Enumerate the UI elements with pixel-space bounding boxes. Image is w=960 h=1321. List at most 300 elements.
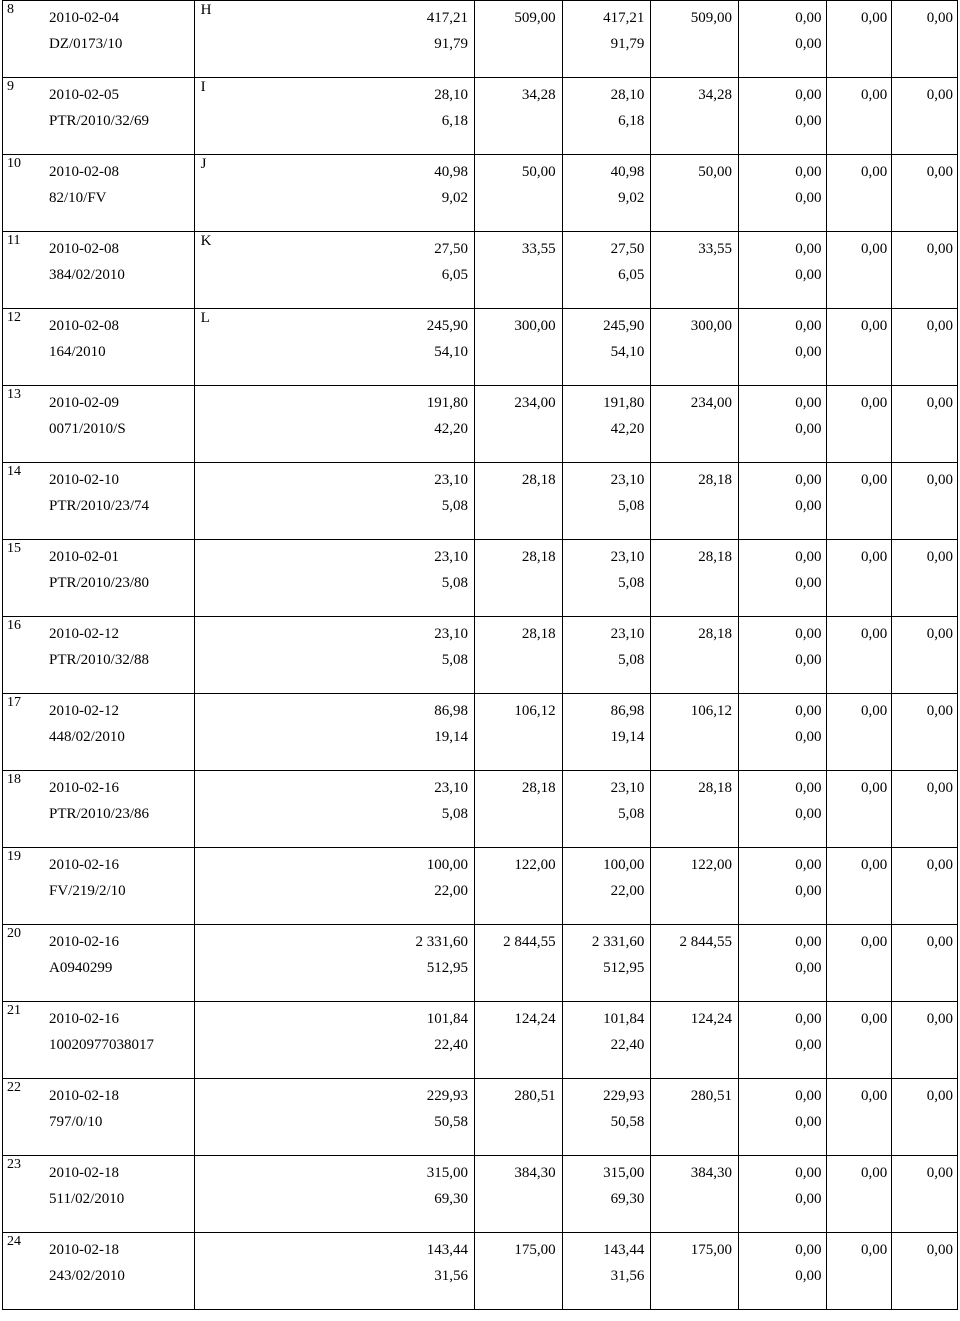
zero-cell-b	[826, 232, 892, 309]
entry-date: 2010-02-12	[49, 626, 119, 642]
zero-value-b: 0,00	[861, 703, 888, 719]
zero-cell-b	[826, 463, 892, 540]
gross-amount: 28,18	[521, 549, 556, 565]
net-amount: 23,10	[434, 626, 469, 642]
zero-cell-a	[738, 1156, 826, 1233]
deductible-vat: 69,30	[610, 1191, 645, 1207]
entry-cell	[3, 1079, 195, 1156]
entry-cell	[3, 463, 195, 540]
deductible-cell	[562, 1, 651, 78]
zero-cell-a	[738, 309, 826, 386]
deductible-net: 417,21	[603, 10, 645, 26]
deductible-cell	[562, 694, 651, 771]
document-number: 164/2010	[49, 344, 106, 360]
gross-amount: 34,28	[521, 87, 556, 103]
zero-value-a1: 0,00	[795, 626, 822, 642]
entry-date: 2010-02-12	[49, 703, 119, 719]
zero-value-b: 0,00	[861, 472, 888, 488]
group-cell	[194, 771, 474, 848]
document-number: PTR/2010/23/86	[49, 806, 150, 822]
zero-cell-b	[826, 1079, 892, 1156]
zero-value-a1: 0,00	[795, 934, 822, 950]
entry-number: 23	[7, 1157, 21, 1172]
zero-cell-b	[826, 155, 892, 232]
deductible-vat: 6,18	[618, 113, 645, 129]
zero-cell-a	[738, 232, 826, 309]
vat-amount: 512,95	[426, 960, 469, 976]
group-letter: H	[200, 2, 212, 18]
zero-value-a1: 0,00	[795, 857, 822, 873]
gross-amount: 124,24	[514, 1011, 556, 1027]
deductible-gross: 234,00	[690, 395, 732, 411]
document-number: PTR/2010/32/88	[49, 652, 150, 668]
zero-value-b: 0,00	[861, 1165, 888, 1181]
zero-cell-c	[892, 694, 958, 771]
zero-cell-b	[826, 1002, 892, 1079]
vat-amount: 91,79	[434, 36, 469, 52]
document-number: 797/0/10	[49, 1114, 103, 1130]
zero-value-b: 0,00	[861, 395, 888, 411]
gross-amount: 300,00	[514, 318, 556, 334]
net-amount: 143,44	[426, 1242, 469, 1258]
deductible-gross: 106,12	[690, 703, 732, 719]
zero-cell-b	[826, 771, 892, 848]
gross-cell	[475, 309, 563, 386]
gross-amount: 175,00	[514, 1242, 556, 1258]
entry-number: 14	[7, 464, 21, 479]
gross-cell	[475, 540, 563, 617]
deductible-gross: 300,00	[690, 318, 732, 334]
table-row	[3, 1002, 958, 1079]
gross-amount: 280,51	[514, 1088, 556, 1104]
entry-number: 12	[7, 310, 21, 325]
deductible-net: 315,00	[603, 1165, 645, 1181]
entry-number: 24	[7, 1234, 21, 1249]
group-letter: L	[200, 310, 210, 326]
entry-date: 2010-02-08	[49, 318, 119, 334]
zero-cell-a	[738, 617, 826, 694]
deductible-net: 191,80	[603, 395, 645, 411]
zero-cell-c	[892, 1, 958, 78]
zero-cell-c	[892, 309, 958, 386]
entry-date: 2010-02-18	[49, 1088, 119, 1104]
document-number: 243/02/2010	[49, 1268, 125, 1284]
deductible-gross: 28,18	[698, 626, 732, 642]
document-number: A0940299	[49, 960, 113, 976]
gross-amount: 106,12	[514, 703, 556, 719]
zero-cell-b	[826, 540, 892, 617]
zero-value-a1: 0,00	[795, 318, 822, 334]
zero-cell-a	[738, 1002, 826, 1079]
table-row	[3, 463, 958, 540]
zero-value-c: 0,00	[926, 857, 953, 873]
table-row	[3, 771, 958, 848]
deductible-net: 23,10	[610, 472, 645, 488]
table-row	[3, 540, 958, 617]
zero-value-c: 0,00	[926, 626, 953, 642]
net-amount: 28,10	[434, 87, 469, 103]
zero-value-b: 0,00	[861, 164, 888, 180]
entry-cell	[3, 1156, 195, 1233]
deductible-cell	[562, 771, 651, 848]
entry-number: 16	[7, 618, 21, 633]
group-letter: J	[200, 156, 207, 172]
zero-cell-c	[892, 155, 958, 232]
deductible-net: 40,98	[610, 164, 645, 180]
deductible-vat: 5,08	[618, 498, 645, 514]
net-amount: 23,10	[434, 780, 469, 796]
document-number: 384/02/2010	[49, 267, 125, 283]
deductible-gross-cell	[651, 771, 739, 848]
net-amount: 86,98	[434, 703, 469, 719]
zero-cell-a	[738, 78, 826, 155]
deductible-vat: 5,08	[618, 575, 645, 591]
zero-value-b: 0,00	[861, 87, 888, 103]
group-cell	[194, 1002, 474, 1079]
deductible-net: 100,00	[603, 857, 645, 873]
zero-value-a2: 0,00	[795, 1191, 822, 1207]
gross-cell	[475, 771, 563, 848]
vat-amount: 22,00	[434, 883, 469, 899]
net-amount: 191,80	[426, 395, 469, 411]
gross-cell	[475, 1233, 563, 1310]
zero-value-a2: 0,00	[795, 1114, 822, 1130]
zero-value-b: 0,00	[861, 1011, 888, 1027]
gross-cell	[475, 1156, 563, 1233]
vat-amount: 19,14	[434, 729, 469, 745]
net-amount: 2 331,60	[415, 934, 469, 950]
zero-value-b: 0,00	[861, 626, 888, 642]
entry-number: 17	[7, 695, 21, 710]
zero-value-b: 0,00	[861, 857, 888, 873]
entry-cell	[3, 309, 195, 386]
zero-value-a1: 0,00	[795, 1088, 822, 1104]
deductible-gross: 280,51	[690, 1088, 732, 1104]
deductible-gross: 33,55	[698, 241, 732, 257]
deductible-cell	[562, 617, 651, 694]
document-number: PTR/2010/23/80	[49, 575, 150, 591]
table-row	[3, 78, 958, 155]
gross-amount: 33,55	[521, 241, 556, 257]
vat-amount: 42,20	[434, 421, 469, 437]
zero-cell-c	[892, 771, 958, 848]
deductible-gross: 175,00	[690, 1242, 732, 1258]
table-row	[3, 925, 958, 1002]
zero-value-a1: 0,00	[795, 164, 822, 180]
vat-amount: 5,08	[441, 806, 469, 822]
gross-cell	[475, 155, 563, 232]
zero-value-a1: 0,00	[795, 395, 822, 411]
group-cell	[194, 694, 474, 771]
zero-cell-c	[892, 386, 958, 463]
document-number: 448/02/2010	[49, 729, 125, 745]
zero-value-b: 0,00	[861, 780, 888, 796]
zero-value-c: 0,00	[926, 934, 953, 950]
zero-value-a2: 0,00	[795, 267, 822, 283]
table-row	[3, 1156, 958, 1233]
zero-value-a2: 0,00	[795, 806, 822, 822]
zero-cell-b	[826, 309, 892, 386]
zero-value-a1: 0,00	[795, 780, 822, 796]
deductible-net: 229,93	[603, 1088, 645, 1104]
table-row	[3, 694, 958, 771]
zero-cell-a	[738, 540, 826, 617]
deductible-vat: 22,00	[610, 883, 645, 899]
gross-cell	[475, 848, 563, 925]
zero-value-b: 0,00	[861, 1088, 888, 1104]
zero-value-c: 0,00	[926, 10, 953, 26]
document-number: 82/10/FV	[49, 190, 107, 206]
deductible-gross-cell	[651, 848, 739, 925]
zero-value-a2: 0,00	[795, 729, 822, 745]
zero-value-a1: 0,00	[795, 472, 822, 488]
zero-cell-b	[826, 78, 892, 155]
entry-date: 2010-02-18	[49, 1242, 119, 1258]
zero-cell-a	[738, 1079, 826, 1156]
zero-value-c: 0,00	[926, 472, 953, 488]
gross-cell	[475, 463, 563, 540]
group-cell	[194, 925, 474, 1002]
zero-value-a1: 0,00	[795, 87, 822, 103]
group-cell	[194, 848, 474, 925]
zero-cell-c	[892, 1079, 958, 1156]
deductible-cell	[562, 540, 651, 617]
deductible-cell	[562, 925, 651, 1002]
table-row	[3, 1079, 958, 1156]
gross-amount: 509,00	[514, 10, 556, 26]
zero-value-a1: 0,00	[795, 10, 822, 26]
gross-cell	[475, 232, 563, 309]
zero-value-c: 0,00	[926, 549, 953, 565]
entry-number: 8	[7, 2, 14, 17]
zero-value-a1: 0,00	[795, 549, 822, 565]
zero-cell-a	[738, 1, 826, 78]
vat-amount: 22,40	[434, 1037, 469, 1053]
deductible-net: 27,50	[610, 241, 645, 257]
net-amount: 40,98	[434, 164, 469, 180]
document-number: PTR/2010/32/69	[49, 113, 150, 129]
vat-amount: 50,58	[434, 1114, 469, 1130]
gross-amount: 50,00	[521, 164, 556, 180]
deductible-cell	[562, 1002, 651, 1079]
zero-value-c: 0,00	[926, 87, 953, 103]
net-amount: 101,84	[426, 1011, 469, 1027]
zero-cell-b	[826, 617, 892, 694]
deductible-cell	[562, 386, 651, 463]
gross-cell	[475, 78, 563, 155]
zero-cell-a	[738, 386, 826, 463]
entry-number: 22	[7, 1080, 21, 1095]
zero-cell-c	[892, 1156, 958, 1233]
zero-value-a2: 0,00	[795, 1268, 822, 1284]
zero-cell-b	[826, 386, 892, 463]
zero-value-a2: 0,00	[795, 498, 822, 514]
entry-number: 10	[7, 156, 21, 171]
entry-date: 2010-02-10	[49, 472, 119, 488]
deductible-net: 86,98	[610, 703, 645, 719]
entry-cell	[3, 386, 195, 463]
deductible-net: 28,10	[610, 87, 645, 103]
zero-value-c: 0,00	[926, 164, 953, 180]
net-amount: 100,00	[426, 857, 469, 873]
table-row	[3, 309, 958, 386]
entry-cell	[3, 617, 195, 694]
zero-value-c: 0,00	[926, 241, 953, 257]
document-number: FV/219/2/10	[49, 883, 126, 899]
zero-value-a2: 0,00	[795, 960, 822, 976]
zero-value-a2: 0,00	[795, 1037, 822, 1053]
entry-date: 2010-02-04	[49, 10, 119, 26]
vat-amount: 69,30	[434, 1191, 469, 1207]
zero-cell-b	[826, 1, 892, 78]
zero-cell-c	[892, 848, 958, 925]
deductible-cell	[562, 1233, 651, 1310]
document-number: 0071/2010/S	[49, 421, 126, 437]
deductible-gross-cell	[651, 1079, 739, 1156]
zero-cell-b	[826, 1233, 892, 1310]
net-amount: 23,10	[434, 472, 469, 488]
zero-cell-b	[826, 925, 892, 1002]
zero-cell-c	[892, 540, 958, 617]
zero-value-a1: 0,00	[795, 1242, 822, 1258]
net-amount: 229,93	[426, 1088, 469, 1104]
ledger-table	[2, 0, 958, 1310]
gross-amount: 28,18	[521, 780, 556, 796]
deductible-net: 2 331,60	[591, 934, 645, 950]
deductible-gross-cell	[651, 309, 739, 386]
deductible-cell	[562, 1079, 651, 1156]
deductible-cell	[562, 155, 651, 232]
vat-amount: 31,56	[434, 1268, 469, 1284]
zero-cell-a	[738, 925, 826, 1002]
deductible-net: 101,84	[603, 1011, 645, 1027]
zero-cell-a	[738, 771, 826, 848]
gross-cell	[475, 694, 563, 771]
vat-amount: 54,10	[434, 344, 469, 360]
gross-cell	[475, 1079, 563, 1156]
deductible-cell	[562, 848, 651, 925]
table-row	[3, 617, 958, 694]
table-row	[3, 848, 958, 925]
deductible-cell	[562, 1156, 651, 1233]
zero-value-a1: 0,00	[795, 1011, 822, 1027]
deductible-vat: 19,14	[610, 729, 645, 745]
vat-amount: 9,02	[441, 190, 469, 206]
table-row	[3, 232, 958, 309]
group-cell	[194, 463, 474, 540]
zero-value-a2: 0,00	[795, 883, 822, 899]
deductible-gross-cell	[651, 925, 739, 1002]
net-amount: 23,10	[434, 549, 469, 565]
deductible-vat: 91,79	[610, 36, 645, 52]
entry-cell	[3, 1233, 195, 1310]
entry-number: 11	[7, 233, 21, 248]
entry-cell	[3, 925, 195, 1002]
deductible-gross-cell	[651, 1, 739, 78]
table-row	[3, 1, 958, 78]
zero-cell-a	[738, 694, 826, 771]
zero-value-a1: 0,00	[795, 1165, 822, 1181]
zero-value-c: 0,00	[926, 1088, 953, 1104]
deductible-cell	[562, 78, 651, 155]
group-cell	[194, 1079, 474, 1156]
group-cell	[194, 540, 474, 617]
deductible-net: 23,10	[610, 549, 645, 565]
zero-value-b: 0,00	[861, 549, 888, 565]
deductible-gross-cell	[651, 694, 739, 771]
gross-cell	[475, 925, 563, 1002]
deductible-gross-cell	[651, 1233, 739, 1310]
group-cell	[194, 309, 474, 386]
deductible-gross-cell	[651, 617, 739, 694]
zero-value-a2: 0,00	[795, 190, 822, 206]
deductible-net: 143,44	[603, 1242, 645, 1258]
deductible-vat: 5,08	[618, 652, 645, 668]
zero-value-c: 0,00	[926, 1165, 953, 1181]
gross-cell	[475, 386, 563, 463]
zero-value-b: 0,00	[861, 10, 888, 26]
deductible-net: 23,10	[610, 626, 645, 642]
deductible-cell	[562, 232, 651, 309]
entry-cell	[3, 540, 195, 617]
group-cell	[194, 155, 474, 232]
entry-cell	[3, 1002, 195, 1079]
entry-number: 13	[7, 387, 21, 402]
zero-value-c: 0,00	[926, 395, 953, 411]
entry-date: 2010-02-01	[49, 549, 119, 565]
deductible-gross: 384,30	[690, 1165, 732, 1181]
gross-amount: 28,18	[521, 472, 556, 488]
zero-cell-c	[892, 1002, 958, 1079]
zero-value-a2: 0,00	[795, 652, 822, 668]
gross-amount: 122,00	[514, 857, 556, 873]
zero-cell-a	[738, 1233, 826, 1310]
vat-amount: 6,18	[441, 113, 469, 129]
deductible-vat: 9,02	[618, 190, 645, 206]
zero-cell-c	[892, 78, 958, 155]
entry-number: 15	[7, 541, 21, 556]
deductible-vat: 31,56	[610, 1268, 645, 1284]
entry-date: 2010-02-18	[49, 1165, 119, 1181]
zero-value-c: 0,00	[926, 703, 953, 719]
group-cell	[194, 1156, 474, 1233]
vat-amount: 5,08	[441, 498, 469, 514]
deductible-vat: 54,10	[610, 344, 645, 360]
group-letter: K	[200, 233, 212, 249]
zero-cell-b	[826, 1156, 892, 1233]
deductible-net: 23,10	[610, 780, 645, 796]
deductible-gross: 124,24	[690, 1011, 732, 1027]
entry-number: 18	[7, 772, 21, 787]
deductible-vat: 6,05	[618, 267, 645, 283]
deductible-gross-cell	[651, 1156, 739, 1233]
zero-value-b: 0,00	[861, 934, 888, 950]
deductible-gross: 34,28	[698, 87, 732, 103]
group-cell	[194, 1233, 474, 1310]
entry-cell	[3, 771, 195, 848]
entry-number: 9	[7, 79, 14, 94]
vat-amount: 5,08	[441, 575, 469, 591]
entry-number: 20	[7, 926, 21, 941]
zero-value-c: 0,00	[926, 780, 953, 796]
group-letter: I	[200, 79, 206, 95]
zero-value-c: 0,00	[926, 1011, 953, 1027]
group-cell	[194, 617, 474, 694]
group-cell	[194, 78, 474, 155]
entry-date: 2010-02-16	[49, 1011, 119, 1027]
vat-amount: 6,05	[441, 267, 469, 283]
ledger-body	[3, 1, 958, 1310]
